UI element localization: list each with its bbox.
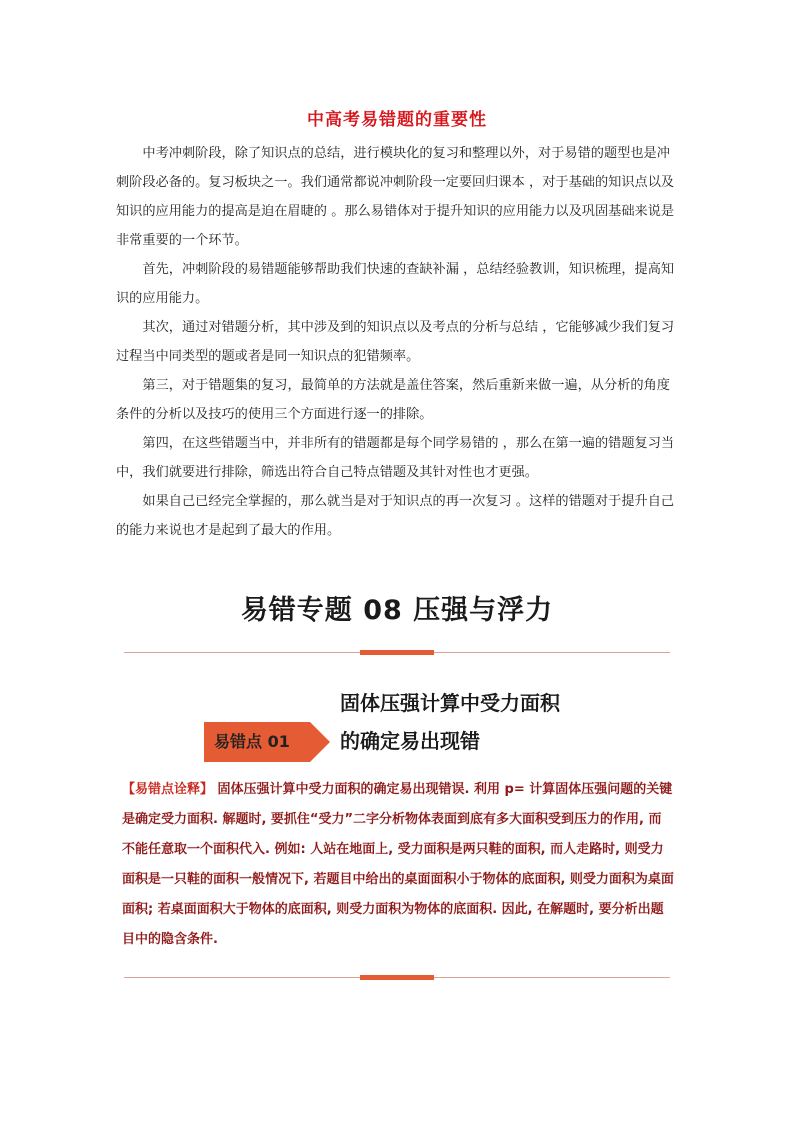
heading-line-2: 的确定易出现错 <box>340 729 480 753</box>
divider-accent <box>360 650 434 655</box>
intro-paragraph: 第三，对于错题集的复习，最简单的方法就是盖住答案，然后重新来做一遍，从分析的角度条件的分析以及技巧的使用三个方面进行逐一的排除。 <box>116 378 670 422</box>
divider-accent <box>360 975 434 980</box>
error-point-heading <box>340 684 560 760</box>
intro-paragraph: 首先，冲刺阶段的易错题能够帮助我们快速的查缺补漏 ，总结经验教训，知识梳理，提高知识的应用能力。 <box>116 262 675 306</box>
error-point-badge <box>204 722 330 762</box>
intro-paragraph: 第四，在这些错题当中，并非所有的错题都是每个同学易错的 ，那么在第一遍的错题复习当中，我们就要进行排除，筛选出符合自己特点错题及其针对性也才更强。 <box>116 436 675 480</box>
intro-paragraph: 其次，通过对错题分析，其中涉及到的知识点以及考点的分析与总结 ，它能够减少我们复习过程当中同类型的题或者是同一知识点的犯错频率。 <box>116 320 675 364</box>
intro-title: 中高考易错题的重要性 <box>307 110 487 130</box>
badge-label: 易错点 01 <box>214 732 290 751</box>
explanation-tag: 【易错点诠释】 <box>122 782 214 797</box>
section-divider <box>124 652 670 653</box>
intro-body <box>116 139 678 545</box>
intro-paragraph: 中考冲刺阶段，除了知识点的总结，进行模块化的复习和整理以外，对于易错的题型也是冲刺阶段必备的。复习板块之一。我们通常都说冲刺阶段一定要回归课本 ，对于基础的知识点以及知识的应用能力的提高是迫在眉睫的 。那么易错体对于提升知识的应用能力以及巩固基础来说是非常重要的一个环节。 <box>116 146 675 248</box>
section-divider <box>124 977 670 978</box>
intro-paragraph: 如果自己已经完全掌握的，那么就当是对于知识点的再一次复习 。这样的错题对于提升自己的能力来说也才是起到了最大的作用。 <box>116 494 675 538</box>
error-explanation <box>122 775 674 955</box>
heading-line-1: 固体压强计算中受力面积 <box>340 691 560 715</box>
explanation-text: 固体压强计算中受力面积的确定易出现错误. 利用 p= 计算固体压强问题的关键是确定受力面积. 解题时, 要抓住“受力”二字分析物体表面到底有多大面积受到压力的作用, 而不能任意取一个面积代入. 例如: 人站在地面上, 受力面积是两只鞋的面积, 而人走路时, 则受力面积是一只鞋的面积一般情况下, 若题目中给出的桌面面积小于物体的底面积, 则受力面积为桌面面积; 若桌面面积大于物体的底面积, 则受力面积为物体的底面积. 因此, 在解题时, 要分析出题目中的隐含条件. <box>122 782 674 947</box>
topic-title: 易错专题 08 压强与浮力 <box>240 595 554 626</box>
